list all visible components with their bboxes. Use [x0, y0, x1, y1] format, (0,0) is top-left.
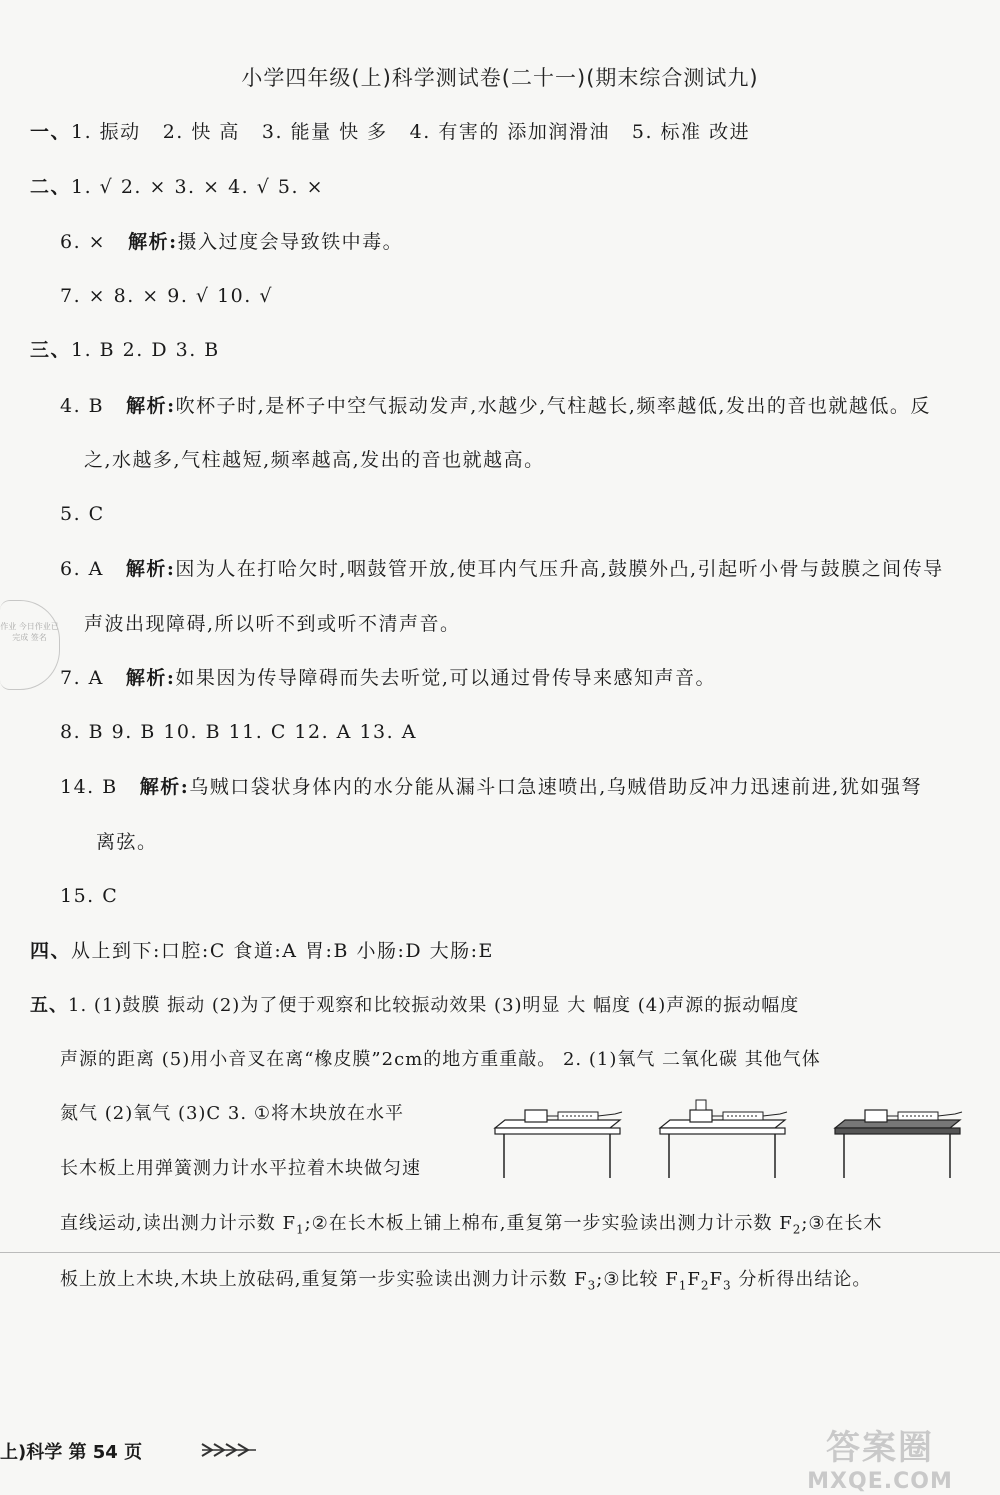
s5-line-6d: F: [709, 1269, 723, 1290]
s5-line-6b: ;③比较 F: [596, 1269, 679, 1290]
s2-row-1: 1. √ 2. × 3. × 4. √ 5. ×: [71, 176, 324, 198]
section-5-label: 五、: [30, 995, 68, 1016]
page-divider: [0, 1252, 1000, 1253]
s3-q6-line-1: [60, 555, 944, 583]
s3-q7-line: [60, 664, 716, 692]
section-4-label: 四、: [30, 940, 72, 962]
s5-line-5a: 直线运动,读出测力计示数 F: [60, 1213, 296, 1234]
s5-line-2: 声源的距离 (5)用小音叉在离“橡皮膜”2cm的地方重重敲。 2. (1)氧气 二氧化碳 其他气体: [60, 1049, 821, 1070]
s3-q14-text-1: 乌贼口袋状身体内的水分能从漏斗口急速喷出,乌贼借助反冲力迅速前进,犹如强弩: [189, 776, 922, 798]
section-1-label: 一、: [30, 121, 72, 143]
s3-q7-tag: 解析:: [125, 667, 176, 689]
s3-q6-answer: 6. A: [60, 558, 104, 580]
s5-line-5c: ;③在长木: [801, 1213, 883, 1234]
s3-q6-line-2: [84, 610, 461, 638]
section-5-line-2: [60, 1046, 821, 1074]
s3-q14-tag: 解析:: [139, 776, 190, 798]
s1-item-2: 2. 快 高: [162, 121, 240, 143]
s3-q4-text-2: 之,水越多,气柱越短,频率越高,发出的音也就越高。: [84, 449, 545, 471]
stamp-mark: [0, 600, 60, 690]
s1-item-3: 3. 能量 快 多: [261, 121, 388, 143]
s3-q14-answer: 14. B: [60, 776, 118, 798]
page-footer: [0, 1438, 142, 1464]
s1-item-4: 4. 有害的 添加润滑油: [409, 121, 610, 143]
s5-line-6e: 分析得出结论。: [731, 1269, 872, 1290]
s1-item-5: 5. 标准 改进: [631, 121, 751, 143]
s4-text: 从上到下:口腔:C 食道:A 胃:B 小肠:D 大肠:E: [71, 940, 494, 962]
s3-row-8-13: [60, 718, 417, 746]
section-3-label: 三、: [30, 339, 72, 361]
watermark-url: MXQE.COM: [807, 1469, 953, 1494]
s3-q15: 15. C: [60, 885, 119, 907]
section-2-line-1: [30, 173, 324, 201]
s3-q4-line-2: [84, 446, 545, 474]
section-1-line: [30, 118, 750, 146]
section-2-line-2: [60, 228, 403, 256]
s5-line-6c: F: [687, 1269, 701, 1290]
s5-line-4: 长木板上用弹簧测力计水平拉着木块做匀速: [60, 1158, 421, 1179]
watermark-title: 答案圈: [826, 1428, 934, 1468]
s5-line-5b: ;②在长木板上铺上棉布,重复第一步实验读出测力计示数 F: [304, 1213, 793, 1234]
s3-q14-line-1: [60, 773, 922, 801]
s3-q14-line-2: [96, 828, 158, 856]
stamp-text: 作业 今日作业已完成 签名: [0, 622, 59, 642]
watermark: [780, 1420, 980, 1492]
f3-sub: 3: [587, 1278, 597, 1293]
page-title: 小学四年级(上)科学测试卷(二十一)(期末综合测试九): [241, 66, 759, 90]
s3-q4-answer: 4. B: [60, 395, 105, 417]
s2-q6-text: 摄入过度会导致铁中毒。: [177, 231, 404, 253]
s3-q14-text-2: 离弦。: [96, 831, 158, 853]
s3-q15-line: [60, 882, 118, 910]
section-2-line-3: [60, 282, 273, 310]
s3-q7-text: 如果因为传导障碍而失去听觉,可以通过骨传导来感知声音。: [175, 667, 716, 689]
section-5-line-4: [60, 1155, 421, 1183]
section-5-line-3: [60, 1100, 404, 1128]
f2-sub: 2: [792, 1222, 802, 1237]
diagram-plain-board: [495, 1110, 622, 1178]
s3-q6-text-1: 因为人在打哈欠时,咽鼓管开放,使耳内气压升高,鼓膜外凸,引起听小骨与鼓膜之间传导: [175, 558, 944, 580]
diagram-cloth-board: [835, 1110, 962, 1178]
section-4-line: [30, 937, 494, 965]
s2-q6-answer: 6. ×: [60, 231, 107, 253]
s3-row-1: 1. B 2. D 3. B: [71, 339, 220, 361]
s3-q4-tag: 解析:: [126, 395, 176, 417]
f1-sub-b: 1: [678, 1278, 688, 1293]
friction-experiment-diagrams: [490, 1098, 980, 1183]
s5-line-1: 1. (1)鼓膜 振动 (2)为了便于观察和比较振动效果 (3)明显 大 幅度 (4)声源的振动幅度: [68, 995, 800, 1016]
s3-q6-text-2: 声波出现障碍,所以听不到或听不清声音。: [84, 613, 461, 635]
s1-item-1: 1. 振动: [71, 121, 141, 143]
section-5-line-1: [30, 992, 799, 1020]
section-2-label: 二、: [30, 176, 72, 198]
s3-q4-text-1: 吹杯子时,是杯子中空气振动发声,水越少,气柱越长,频率越低,发出的音也就越低。反: [175, 395, 931, 417]
s5-line-6a: 板上放上木块,木块上放砝码,重复第一步实验读出测力计示数 F: [60, 1269, 588, 1290]
diagram-with-weight: [660, 1100, 787, 1178]
footer-arrows-icon: [200, 1440, 260, 1460]
s3-q5-line: [60, 500, 105, 528]
s3-q7-answer: 7. A: [60, 667, 104, 689]
f3-sub-b: 3: [723, 1278, 732, 1293]
footer-text: 上)科学 第 54 页: [0, 1442, 143, 1463]
section-3-line-1: [30, 336, 220, 364]
f2-sub-b: 2: [700, 1278, 710, 1293]
s3-q5: 5. C: [60, 503, 105, 525]
s3-q8-13: 8. B 9. B 10. B 11. C 12. A 13. A: [60, 721, 417, 743]
s3-q6-tag: 解析:: [125, 558, 176, 580]
s2-q6-tag: 解析:: [128, 231, 178, 253]
s3-q4-line-1: [60, 392, 931, 420]
f1-sub: 1: [295, 1222, 305, 1237]
section-5-line-6: [60, 1266, 871, 1300]
s2-row-3: 7. × 8. × 9. √ 10. √: [60, 285, 273, 307]
section-5-line-5: [60, 1210, 883, 1244]
s5-line-3: 氮气 (2)氧气 (3)C 3. ①将木块放在水平: [60, 1103, 404, 1124]
